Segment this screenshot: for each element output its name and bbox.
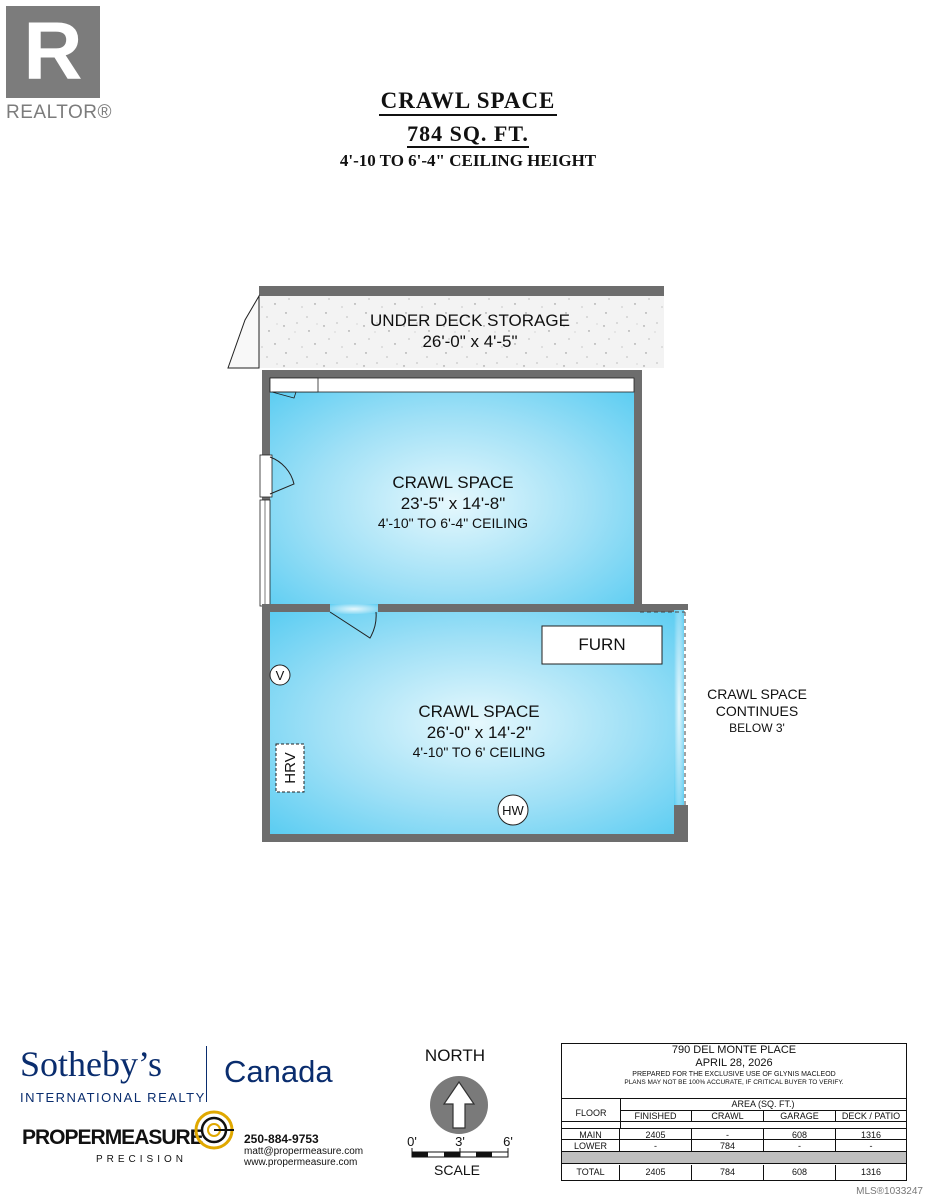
row-value: 784 <box>692 1165 764 1180</box>
north-arrow-icon <box>428 1074 490 1136</box>
realtor-logo-text: REALTOR® <box>6 102 112 123</box>
note-line-3: BELOW 3' <box>729 721 785 735</box>
row-floor: TOTAL <box>562 1165 620 1180</box>
area-table-header <box>562 1044 906 1099</box>
contact-email: matt@propermeasure.com <box>244 1146 364 1157</box>
room-dimensions: 26'-0" x 4'-5" <box>422 332 518 351</box>
table-spacer-row <box>562 1152 906 1164</box>
scale-label: SCALE <box>434 1162 480 1178</box>
plan-date: APRIL 28, 2026 <box>695 1057 773 1069</box>
room-dimensions: 23'-5" x 14'-8" <box>400 494 506 513</box>
column-header: GARAGE <box>764 1110 836 1121</box>
propermeasure-word-1: PROPER <box>22 1126 105 1149</box>
plan-title: CRAWL SPACE <box>379 88 558 116</box>
row-value: - <box>869 1141 873 1151</box>
room-name: CRAWL SPACE <box>392 473 514 492</box>
scale-tick-0: 0' <box>407 1136 417 1149</box>
property-address: 790 DEL MONTE PLACE <box>671 1044 797 1056</box>
plan-area-text: 784 SQ. FT. <box>407 121 529 146</box>
room-name: UNDER DECK STORAGE <box>370 311 570 330</box>
vent-label: V <box>275 668 285 683</box>
disclaimer: PLANS MAY NOT BE 100% ACCURATE, IF CRITICAL BUYER TO VERIFY. <box>624 1079 844 1086</box>
row-value: 1316 <box>860 1130 882 1139</box>
row-value: 2405 <box>620 1165 692 1180</box>
row-value: - <box>620 1140 692 1151</box>
contact-phone: 250-884-9753 <box>244 1132 319 1146</box>
room-label-storage <box>300 310 640 352</box>
realtor-logo-letter: R <box>23 6 83 97</box>
propermeasure-tagline: PRECISION <box>96 1154 188 1165</box>
contact-website: www.propermeasure.com <box>244 1157 358 1168</box>
interior-door-opening <box>330 604 378 614</box>
propermeasure-word-2: MEASURE <box>104 1126 203 1149</box>
row-value: 2405 <box>620 1129 692 1139</box>
row-value: 608 <box>764 1165 836 1180</box>
note-line-2: CONTINUES <box>715 703 799 719</box>
room-name: CRAWL SPACE <box>418 702 540 721</box>
table-row <box>562 1128 906 1140</box>
north-label: NORTH <box>424 1046 486 1065</box>
brokerage-name: Sotheby’s <box>20 1044 163 1084</box>
row-value: - <box>764 1140 836 1151</box>
sothebys-logo <box>20 1044 206 1105</box>
brokerage-region: Canada <box>224 1054 333 1089</box>
upper-room-shelf <box>270 378 634 392</box>
area-table <box>561 1043 907 1181</box>
room-ceiling: 4'-10" TO 6'-4" CEILING <box>377 515 529 531</box>
room-dimensions: 26'-0" x 14'-2" <box>426 723 532 742</box>
propermeasure-contact <box>244 1132 363 1168</box>
scale-tick-6: 6' <box>503 1136 513 1149</box>
row-floor: MAIN <box>562 1129 620 1139</box>
row-value: 1316 <box>860 1167 882 1177</box>
propermeasure-target-icon <box>194 1110 234 1150</box>
column-header: FINISHED <box>620 1110 692 1121</box>
room-ceiling: 4'-10" TO 6' CEILING <box>412 744 546 760</box>
crawl-continues-note <box>690 686 824 737</box>
furnace-label: FURN <box>578 635 626 654</box>
area-column-header: AREA (SQ. FT.) <box>620 1098 906 1111</box>
upper-left-door-opening <box>260 455 272 497</box>
room-label-crawl-lower <box>326 701 632 761</box>
floor-column-header: FLOOR <box>562 1098 621 1128</box>
note-line-1: CRAWL SPACE <box>707 686 807 702</box>
upper-room-hatch <box>270 378 318 392</box>
room-label-crawl-upper <box>300 472 606 532</box>
hrv-label: HRV <box>282 752 299 784</box>
area-table-column-headers <box>562 1110 906 1122</box>
row-value: 608 <box>764 1129 836 1139</box>
brokerage-subtitle: INTERNATIONAL REALTY <box>20 1090 206 1105</box>
mls-number: MLS®1033247 <box>856 1186 923 1197</box>
propermeasure-logo <box>22 1110 234 1172</box>
brand-divider <box>206 1046 207 1102</box>
storage-top-wall <box>259 286 664 296</box>
table-total-row <box>562 1165 906 1180</box>
column-header: CRAWL <box>692 1110 764 1121</box>
row-value: - <box>692 1129 764 1139</box>
row-value: 784 <box>692 1140 764 1151</box>
plan-ceiling-height: 4'-10 TO 6'-4" CEILING HEIGHT <box>339 151 597 170</box>
hot-water-label: HW <box>502 803 524 818</box>
table-row <box>562 1140 906 1152</box>
row-floor: LOWER <box>562 1140 620 1151</box>
storage-door-swing <box>228 296 259 368</box>
scale-tick-3: 3' <box>455 1136 465 1149</box>
prepared-for: PREPARED FOR THE EXCLUSIVE USE OF GLYNIS MACLEOD <box>632 1071 836 1078</box>
column-header: DECK / PATIO <box>841 1111 901 1121</box>
propermeasure-wordmark <box>22 1126 203 1150</box>
